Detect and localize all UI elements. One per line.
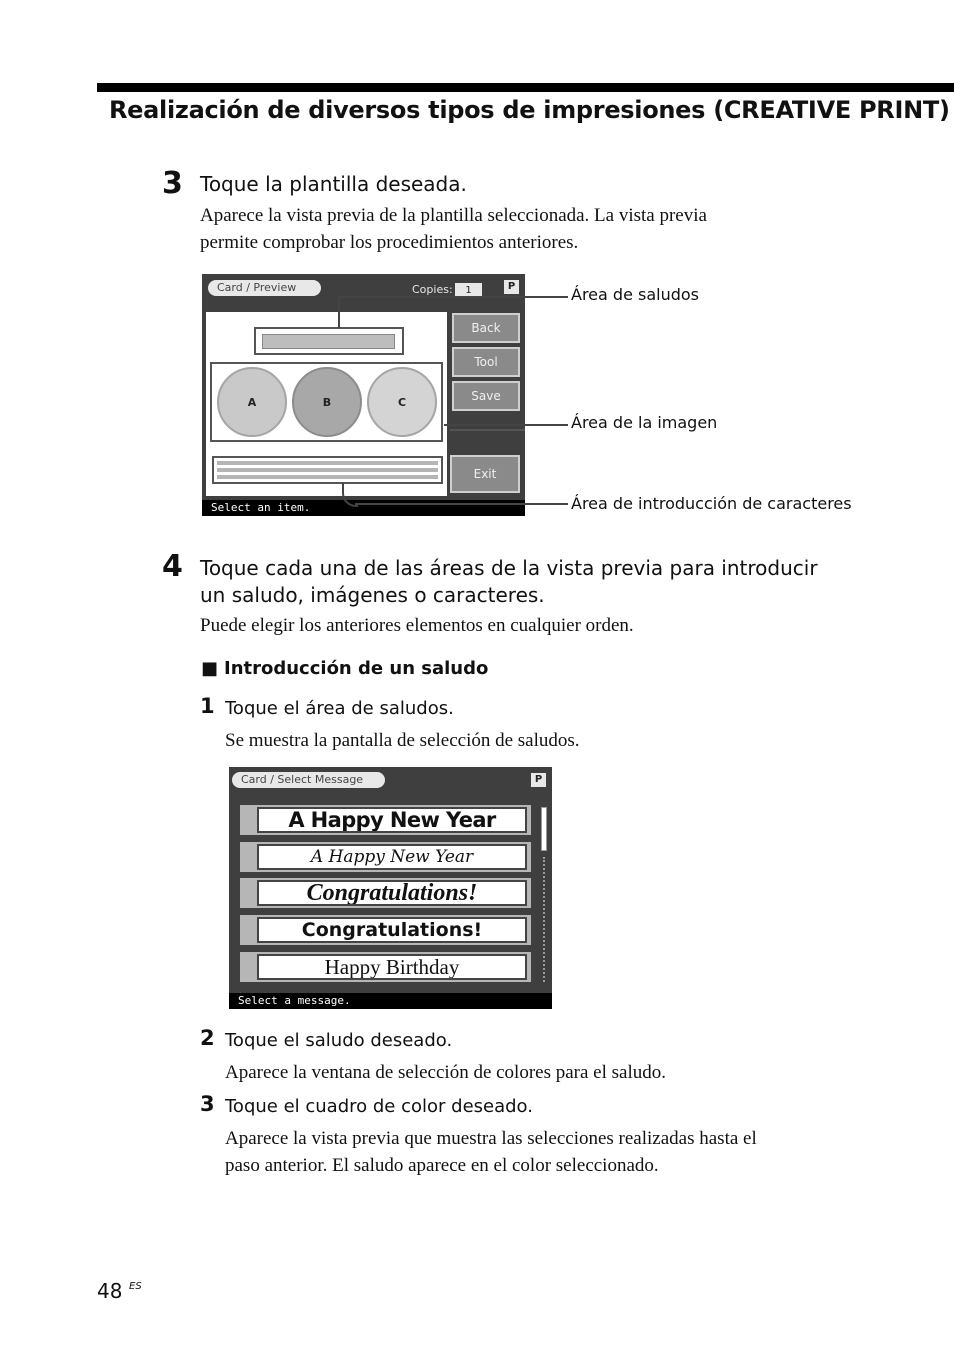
preview-screen <box>202 274 525 516</box>
message-select-screen <box>229 767 552 1009</box>
callout-text-area: Área de introducción de caracteres <box>571 494 852 513</box>
substep-number: 2 <box>200 1026 215 1050</box>
message-row[interactable] <box>240 842 531 872</box>
body-line: Aparece la vista previa de la plantilla seleccionada. La vista previa <box>200 205 707 226</box>
step-number: 4 <box>162 549 183 584</box>
callout-greeting-area: Área de saludos <box>571 285 699 304</box>
greeting-placeholder <box>262 334 395 349</box>
message-row[interactable] <box>240 915 531 945</box>
message-row[interactable] <box>240 952 531 982</box>
substep-body <box>225 1125 757 1179</box>
image-area[interactable] <box>210 362 443 442</box>
image-slot-c[interactable]: C <box>367 367 437 437</box>
image-slot-a[interactable]: A <box>217 367 287 437</box>
page-number: 48 <box>97 1279 123 1303</box>
copies-field[interactable]: 1 <box>455 283 482 297</box>
tool-button[interactable]: Tool <box>452 347 520 377</box>
screen-title: Card / Preview <box>208 280 321 296</box>
substep-number: 3 <box>200 1092 215 1116</box>
body-line: permite comprobar los procedimientos anteriores. <box>200 232 579 253</box>
divider <box>450 429 525 431</box>
text-line <box>217 468 438 472</box>
section-bullet: ■ <box>201 658 219 679</box>
status-bar: Select a message. <box>229 993 552 1009</box>
page-heading: Realización de diversos tipos de impresiones (CREATIVE PRINT) <box>109 96 950 124</box>
substep-title: Toque el área de saludos. <box>225 698 454 719</box>
body-line: paso anterior. El saludo aparece en el color seleccionado. <box>225 1155 659 1176</box>
save-button[interactable]: Save <box>452 381 520 411</box>
substep-title: Toque el saludo deseado. <box>225 1030 453 1051</box>
message-option[interactable]: A Happy New Year <box>257 807 527 833</box>
message-row[interactable] <box>240 805 531 835</box>
section-title: Introducción de un saludo <box>224 658 489 679</box>
scrollbar-thumb[interactable] <box>541 807 547 851</box>
title-line: Toque cada una de las áreas de la vista previa para introducir <box>200 556 818 580</box>
status-bar: Select an item. <box>202 500 525 516</box>
callout-connector <box>444 424 568 426</box>
p-badge[interactable]: P <box>531 773 546 787</box>
callout-connector <box>355 503 568 505</box>
text-area[interactable] <box>212 456 443 484</box>
language-code: ES <box>129 1281 142 1292</box>
step-number: 3 <box>162 166 183 201</box>
exit-button[interactable]: Exit <box>450 455 520 493</box>
callout-connector <box>338 296 568 298</box>
substep-title: Toque el cuadro de color deseado. <box>225 1096 533 1117</box>
callout-image-area: Área de la imagen <box>571 413 718 432</box>
text-line <box>217 475 438 479</box>
p-badge[interactable]: P <box>504 280 519 294</box>
message-option[interactable]: Congratulations! <box>257 880 527 906</box>
message-option[interactable]: Congratulations! <box>257 917 527 943</box>
substep-body: Se muestra la pantalla de selección de saludos. <box>225 730 580 751</box>
preview-canvas <box>206 312 447 496</box>
step-body <box>200 202 707 256</box>
copies-label: Copies: <box>412 283 453 296</box>
substep-body: Aparece la ventana de selección de colores para el saludo. <box>225 1062 666 1083</box>
step-body: Puede elegir los anteriores elementos en cualquier orden. <box>200 615 634 636</box>
message-option[interactable]: A Happy New Year <box>257 844 527 870</box>
back-button[interactable]: Back <box>452 313 520 343</box>
step-title <box>200 555 818 609</box>
substep-number: 1 <box>200 694 215 718</box>
screen-title: Card / Select Message <box>232 772 385 788</box>
message-option[interactable]: Happy Birthday <box>257 954 527 980</box>
title-line: un saludo, imágenes o caracteres. <box>200 583 545 607</box>
greeting-area[interactable] <box>254 327 404 355</box>
text-line <box>217 461 438 465</box>
callout-connector <box>338 296 340 328</box>
body-line: Aparece la vista previa que muestra las selecciones realizadas hasta el <box>225 1128 757 1149</box>
scrollbar-track[interactable] <box>543 857 547 982</box>
image-slot-b[interactable]: B <box>292 367 362 437</box>
top-rule <box>97 83 954 92</box>
message-row[interactable] <box>240 878 531 908</box>
step-title: Toque la plantilla deseada. <box>200 172 467 196</box>
